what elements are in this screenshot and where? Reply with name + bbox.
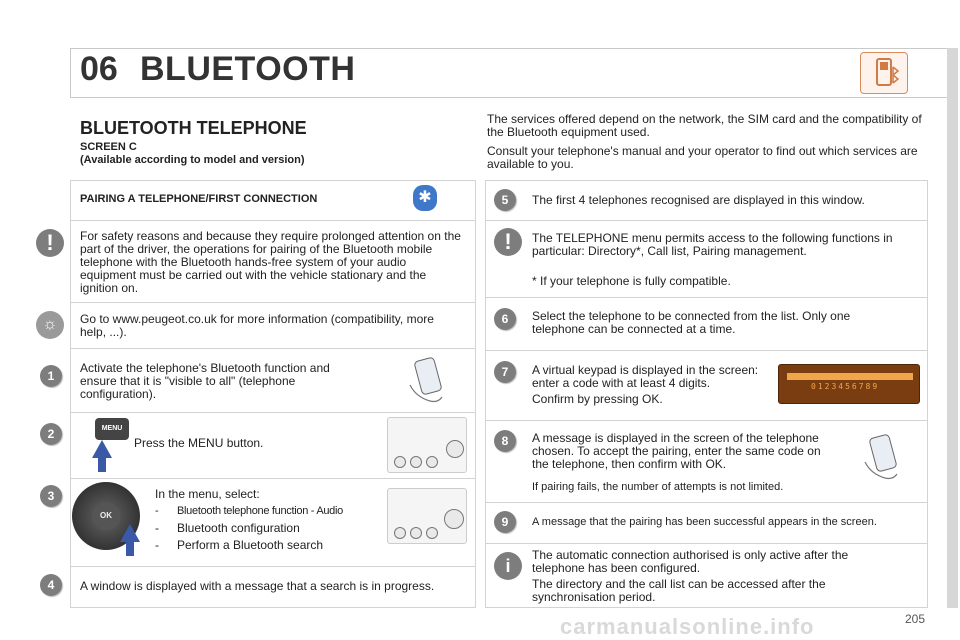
page-number: 205: [905, 612, 926, 626]
step-badge-6: 6: [494, 308, 516, 330]
warning-icon: !: [36, 229, 64, 257]
sun-icon: ☼: [36, 311, 64, 339]
step-8-extra: If pairing fails, the number of attempts is not limited.: [532, 481, 784, 493]
bluetooth-phone-icon: [860, 52, 908, 94]
info-icon: i: [494, 552, 522, 580]
section-title: BLUETOOTH TELEPHONE: [80, 118, 307, 138]
chapter-number: 06: [80, 50, 118, 88]
footnote: * If your telephone is fully compatible.: [532, 274, 731, 288]
step-badge-5: 5: [494, 189, 516, 211]
telephone-menu-note: The TELEPHONE menu permits access to the following functions in particular: Directory*, Call list, Pairing management.: [532, 231, 893, 258]
step-9-text: A message that the pairing has been successful appears in the screen.: [532, 516, 877, 528]
step-badge-2: 2: [40, 423, 62, 445]
step-5-text: The first 4 telephones recognised are displayed in this window.: [532, 193, 865, 207]
step-7-text: A virtual keypad is displayed in the screen: enter a code with at least 4 digits.: [532, 363, 759, 390]
intro-text: The services offered depend on the network, the SIM card and the compatibility of the Bluetooth equipment used. Consult your telephone's manual and your operator to find out which services are available to you.: [487, 112, 922, 171]
pairing-heading: PAIRING A TELEPHONE/FIRST CONNECTION: [80, 193, 318, 205]
step-badge-7: 7: [494, 361, 516, 383]
ok-button-icon: OK: [92, 502, 120, 530]
chapter-title: BLUETOOTH: [140, 50, 356, 88]
keypad-screen-icon: 0123456789: [778, 364, 920, 404]
directory-note: The directory and the call list can be accessed after the synchronisation period.: [532, 577, 826, 604]
step-3-text: In the menu, select:: [155, 487, 260, 501]
step-badge-4: 4: [40, 574, 62, 596]
menu-option: - Bluetooth configuration: [155, 520, 343, 537]
step-6-text: Select the telephone to be connected from the list. Only one telephone can be connected at a time.: [532, 309, 851, 336]
section-subtitle: SCREEN C (Available according to model and version): [80, 141, 305, 166]
step-8-text: A message is displayed in the screen of the telephone chosen. To accept the pairing, enter the same code on the telephone, then confirm with OK.: [532, 431, 821, 471]
step-4-text: A window is displayed with a message that a search is in progress.: [80, 579, 435, 593]
radio-panel-icon: [387, 488, 467, 544]
menu-options: [155, 503, 343, 554]
watermark: carmanualsonline.info: [560, 614, 815, 639]
step-1-text: Activate the telephone's Bluetooth function and ensure that it is "visible to all" (telephone configuration).: [80, 361, 330, 401]
radio-panel-icon: [387, 417, 467, 473]
menu-option: - Perform a Bluetooth search: [155, 537, 343, 554]
step-badge-9: 9: [494, 511, 516, 533]
phone-hand-icon: [855, 432, 905, 482]
step-badge-1: 1: [40, 365, 62, 387]
step-2-text: Press the MENU button.: [134, 436, 264, 450]
phone-hand-icon: [400, 355, 450, 405]
step-7-extra: Confirm by pressing OK.: [532, 392, 663, 406]
step-badge-3: 3: [40, 485, 62, 507]
auto-connection-note: The automatic connection authorised is only active after the telephone has been configured.: [532, 548, 849, 575]
website-note: Go to www.peugeot.co.uk for more information (compatibility, more help, ...).: [80, 312, 434, 339]
bluetooth-icon: ✱: [413, 185, 437, 211]
safety-note: For safety reasons and because they require prolonged attention on the part of the driver, the operations for pairing of the Bluetooth mobile telephone with the Bluetooth hands-free system of your audio equipment must be carried out with the vehicle stationary and the ignition on.: [80, 229, 461, 295]
page-rail: [947, 48, 958, 608]
warning-icon: !: [494, 228, 522, 256]
menu-option: - Bluetooth telephone function - Audio: [155, 503, 343, 520]
menu-button-icon: MENU: [95, 418, 129, 440]
step-badge-8: 8: [494, 430, 516, 452]
